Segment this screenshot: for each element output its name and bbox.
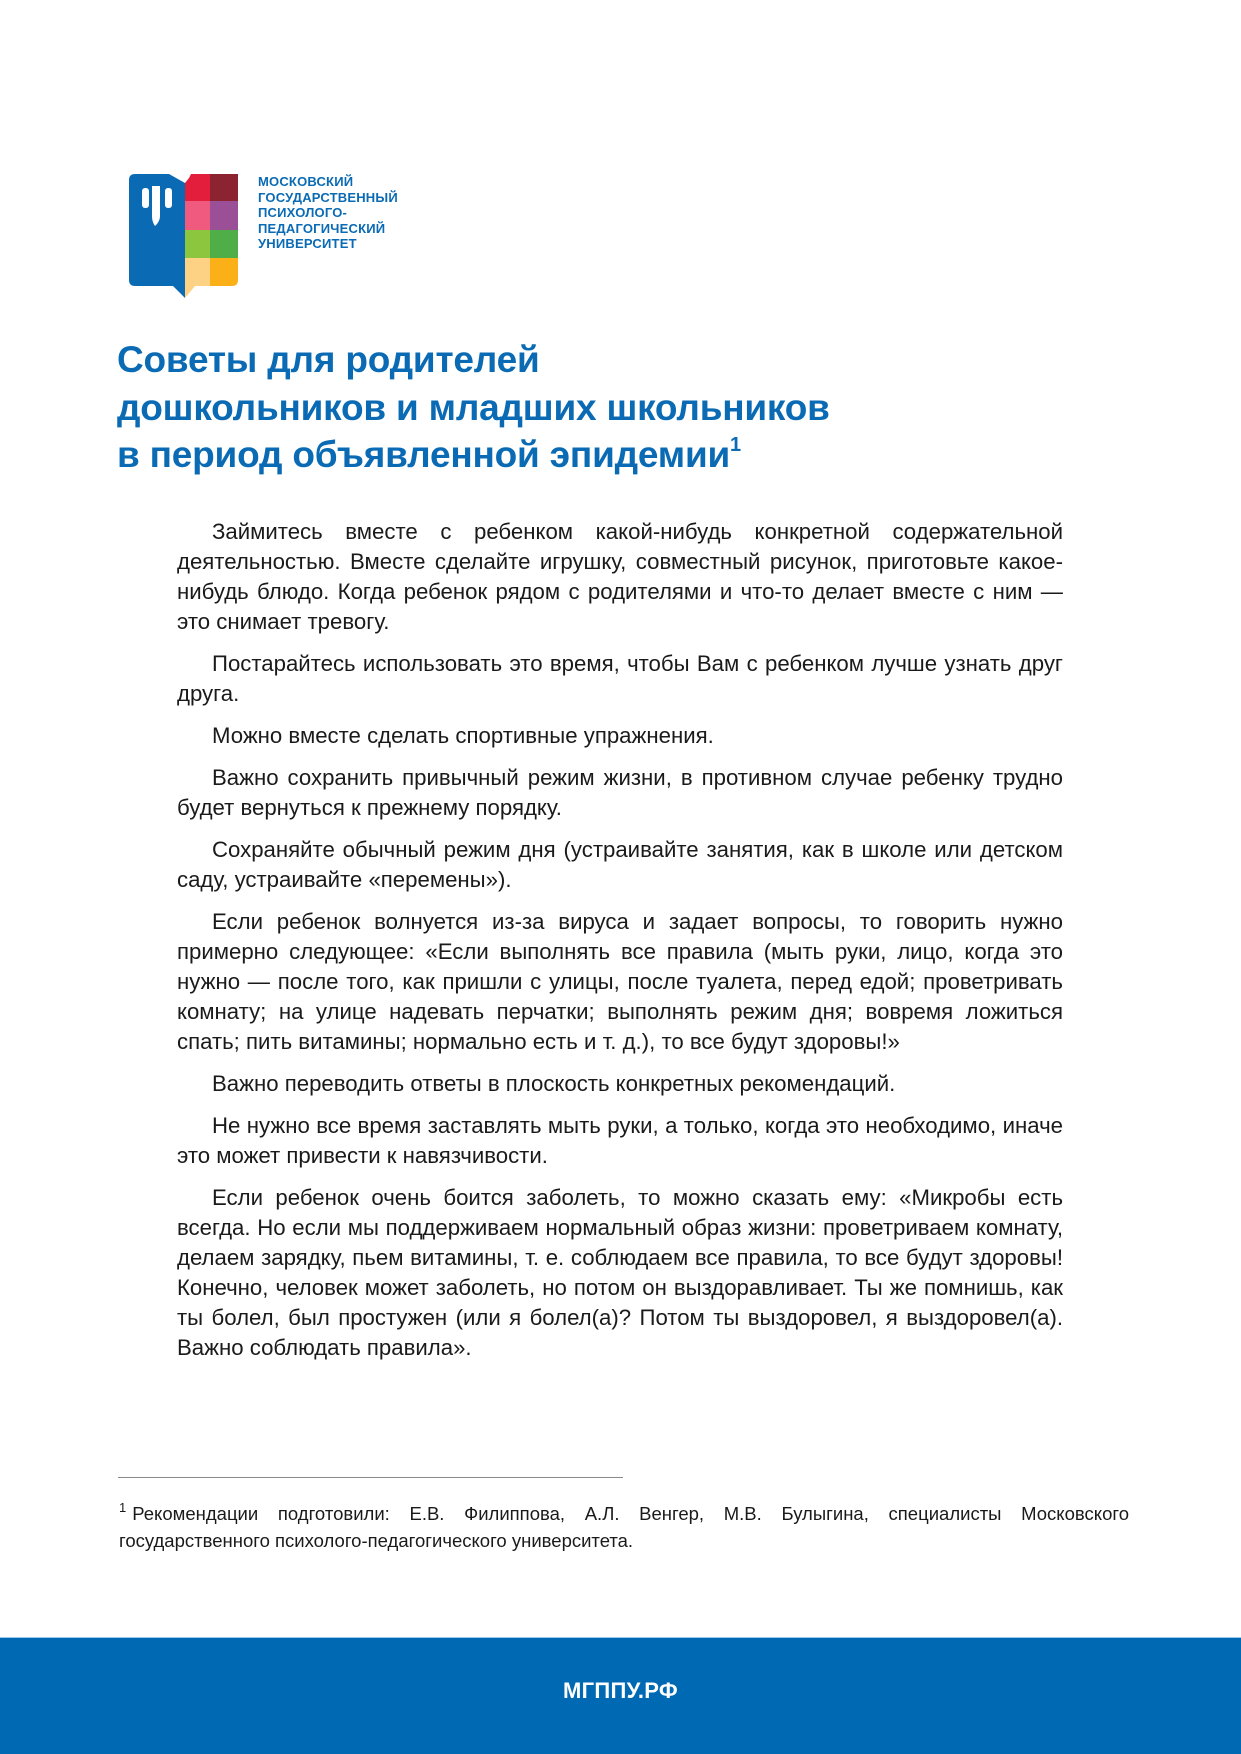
advice-paragraph: Сохраняйте обычный режим дня (устраивайте занятия, как в школе или детском саду, устраивайте «перемены»).	[177, 837, 1063, 892]
advice-list	[177, 517, 1063, 1375]
footnote-mark: 1	[119, 1500, 127, 1515]
advice-paragraph: Можно вместе сделать спортивные упражнения.	[212, 723, 714, 748]
university-logo	[129, 174, 429, 302]
footnote	[119, 1500, 1129, 1554]
university-emblem-icon	[129, 174, 241, 300]
title-line: в период объявленной эпидемии	[117, 434, 731, 475]
footnote-reference: 1	[730, 434, 741, 456]
title-line: Советы для родителей	[117, 339, 540, 380]
logo-line: ПСИХОЛОГО-	[258, 205, 348, 220]
footnote-text: Рекомендации подготовили: Е.В. Филиппова, А.Л. Венгер, М.В. Булыгина, специалисты Московского государственного психолого-педагогического университета.	[119, 1503, 1129, 1551]
footnote-separator	[118, 1477, 623, 1478]
footer-band	[0, 1637, 1241, 1754]
advice-paragraph: Если ребенок очень боится заболеть, то можно сказать ему: «Микробы есть всегда. Но если мы поддерживаем нормальный образ жизни: проветриваем комнату, делаем зарядку, пьем витамины, т. е. соблюдаем все правила, то все будут здоровы! Конечно, человек может заболеть, но потом он выздоравливает. Ты же помнишь, как ты болел, был простужен (или я болел(а)? Потом ты выздоровел, я выздоровел(а). Важно соблюдать правила».	[177, 1185, 1063, 1360]
advice-paragraph: Важно переводить ответы в плоскость конкретных рекомендаций.	[212, 1071, 896, 1096]
advice-paragraph: Не нужно все время заставлять мыть руки, а только, когда это необходимо, иначе это может привести к навязчивости.	[177, 1113, 1063, 1168]
logo-line: ГОСУДАРСТВЕННЫЙ	[258, 189, 398, 205]
advice-paragraph: Если ребенок волнуется из-за вируса и задает вопросы, то говорить нужно примерно следующее: «Если выполнять все правила (мыть руки, лицо, когда это нужно — после того, как пришли с улицы, после туалета, перед едой; проветривать комнату; на улице надевать перчатки; выполнять режим дня; вовремя ложиться спать; пить витамины; нормально есть и т. д.), то все будут здоровы!»	[177, 909, 1063, 1054]
advice-paragraph: Займитесь вместе с ребенком какой-нибудь конкретной содержательной деятельностью. Вместе сделайте игрушку, совместный рисунок, приготовьте какое-нибудь блюдо. Когда ребенок рядом с родителями и что-то делает вместе с ним — это снимает тревогу.	[177, 519, 1063, 634]
university-name	[258, 174, 398, 252]
advice-paragraph: Важно сохранить привычный режим жизни, в противном случае ребенку трудно будет вернуться к прежнему порядку.	[177, 765, 1063, 820]
website-link[interactable]: МГППУ.РФ	[562, 1678, 679, 1703]
document-title	[117, 336, 830, 479]
logo-line: МОСКОВСКИЙ	[258, 174, 354, 189]
title-line: дошкольников и младших школьников	[117, 386, 830, 428]
logo-line: ПЕДАГОГИЧЕСКИЙ	[258, 220, 386, 236]
advice-paragraph: Постарайтесь использовать это время, чтобы Вам с ребенком лучше узнать друг друга.	[177, 651, 1063, 706]
logo-line: УНИВЕРСИТЕТ	[258, 236, 357, 251]
